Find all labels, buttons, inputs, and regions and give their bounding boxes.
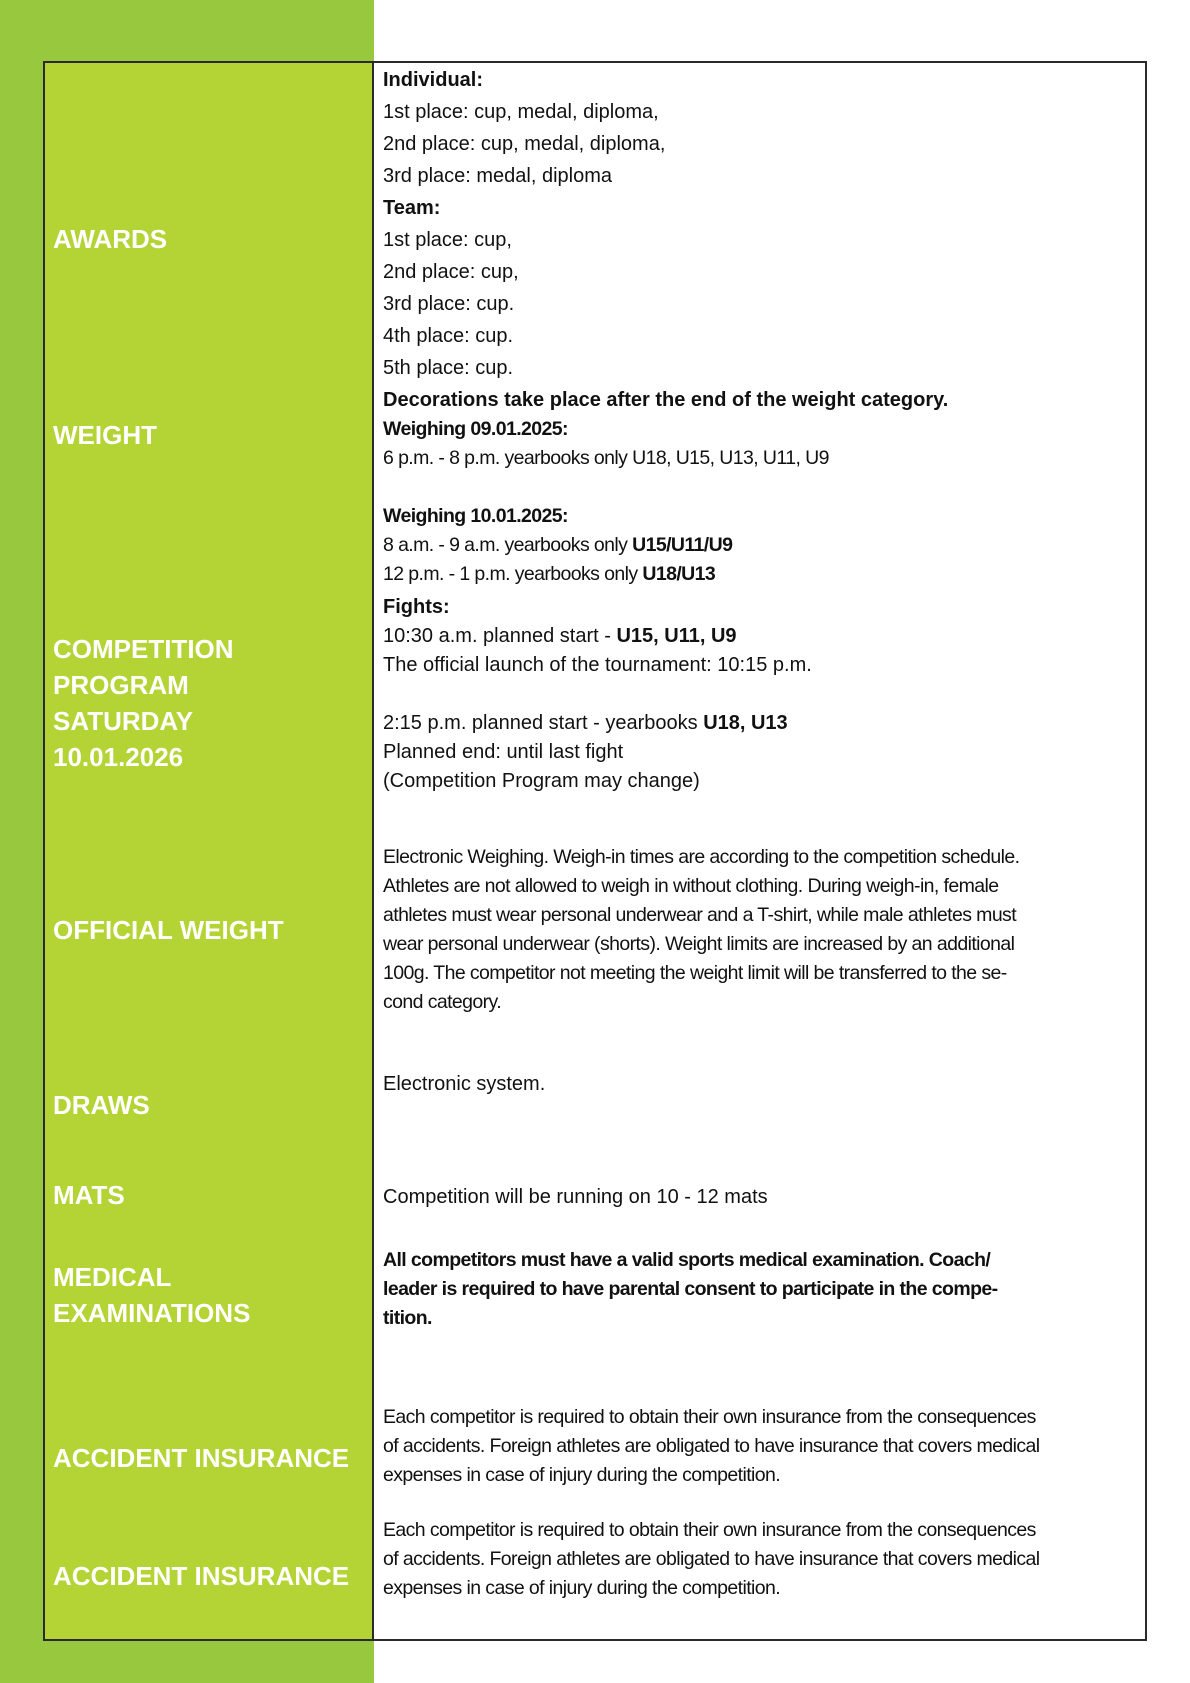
row-content bbox=[374, 812, 1145, 1048]
text-line: of accidents. Foreign athletes are obligated to have insurance that covers medical bbox=[383, 1435, 1040, 1457]
label-line: 10.01.2026 bbox=[53, 741, 184, 772]
text-line: 100g. The competitor not meeting the weight limit will be transferred to the se- bbox=[383, 962, 1007, 984]
row-label bbox=[45, 63, 374, 415]
fights-line: Planned end: until last fight bbox=[383, 741, 624, 763]
label-line: EXAMINATIONS bbox=[53, 1297, 251, 1328]
row-label bbox=[45, 415, 374, 593]
text-line: Each competitor is required to obtain their own insurance from the consequences bbox=[383, 1406, 1036, 1428]
row-label bbox=[45, 1372, 374, 1492]
label-official-weight: OFFICIAL WEIGHT bbox=[53, 915, 284, 945]
label-accident-insurance: ACCIDENT INSURANCE bbox=[53, 1443, 350, 1473]
text-line: cond category. bbox=[383, 991, 502, 1013]
age-groups: U15, U11, U9 bbox=[616, 625, 737, 647]
row-content bbox=[374, 593, 1145, 812]
info-table bbox=[43, 61, 1147, 1641]
row-content bbox=[374, 1372, 1145, 1492]
line-text: 10:30 a.m. planned start - bbox=[383, 625, 617, 647]
team-line: 1st place: cup, bbox=[383, 229, 512, 251]
row-accident-insurance bbox=[45, 1372, 1145, 1494]
label-line: SATURDAY bbox=[53, 705, 194, 736]
text-line: Athletes are not allowed to weigh in without clothing. During weigh-in, female bbox=[383, 875, 999, 897]
weighing-day1-line: 6 p.m. - 8 p.m. yearbooks only U18, U15, U13, U11, U9 bbox=[383, 447, 829, 469]
fights-line: (Competition Program may change) bbox=[383, 770, 700, 792]
row-label bbox=[45, 1135, 374, 1225]
text-line: Each competitor is required to obtain their own insurance from the consequences bbox=[383, 1519, 1036, 1541]
weighing-day1-heading: Weighing 09.01.2025: bbox=[383, 418, 568, 440]
fights-line bbox=[383, 622, 1133, 651]
individual-line: 1st place: cup, medal, diploma, bbox=[383, 101, 659, 123]
row-official-weight bbox=[45, 812, 1145, 1050]
text-line: leader is required to have parental consent to participate in the compe- bbox=[383, 1278, 998, 1300]
label-awards: AWARDS bbox=[53, 224, 168, 254]
row-awards bbox=[45, 63, 1145, 417]
individual-line: 2nd place: cup, medal, diploma, bbox=[383, 133, 666, 155]
row-content bbox=[374, 1048, 1145, 1135]
row-content bbox=[374, 63, 1145, 415]
row-content bbox=[374, 415, 1145, 593]
fights-line bbox=[383, 709, 1133, 738]
weighing-day2-heading: Weighing 10.01.2025: bbox=[383, 505, 568, 527]
label-mats: MATS bbox=[53, 1180, 125, 1210]
team-line: 2nd place: cup, bbox=[383, 261, 519, 283]
row-content bbox=[374, 1492, 1145, 1639]
line-text: 12 p.m. - 1 p.m. yearbooks only bbox=[383, 563, 643, 585]
team-line: 4th place: cup. bbox=[383, 325, 514, 347]
label-line: COMPETITION bbox=[53, 633, 234, 664]
label-accident-insurance: ACCIDENT INSURANCE bbox=[53, 1560, 350, 1591]
weighing-day2-line1 bbox=[383, 531, 1133, 560]
row-competition-program bbox=[45, 593, 1145, 814]
fights-line: The official launch of the tournament: 10:15 p.m. bbox=[383, 654, 812, 676]
draws-text: Electronic system. bbox=[383, 1073, 546, 1095]
mats-text: Competition will be running on 10 - 12 mats bbox=[383, 1186, 768, 1208]
team-heading: Team: bbox=[383, 197, 441, 219]
row-accident-insurance bbox=[45, 1492, 1145, 1639]
text-line: expenses in case of injury during the competition. bbox=[383, 1464, 781, 1486]
text-line: expenses in case of injury during the competition. bbox=[383, 1577, 781, 1599]
row-label bbox=[45, 593, 374, 812]
row-weight bbox=[45, 415, 1145, 595]
row-medical-examinations bbox=[45, 1225, 1145, 1374]
age-groups: U18, U13 bbox=[703, 712, 788, 734]
text-line: athletes must wear personal underwear and a T-shirt, while male athletes must bbox=[383, 904, 1017, 926]
team-line: 3rd place: cup. bbox=[383, 293, 515, 315]
age-groups: U18/U13 bbox=[642, 563, 716, 585]
row-label bbox=[45, 1048, 374, 1135]
text-line: tition. bbox=[383, 1307, 432, 1329]
label-line: PROGRAM bbox=[53, 669, 189, 700]
text-line: wear personal underwear (shorts). Weight limits are increased by an additional bbox=[383, 933, 1015, 955]
label-weight: WEIGHT bbox=[53, 420, 157, 450]
age-groups: U15/U11/U9 bbox=[632, 534, 733, 556]
text-line: Electronic Weighing. Weigh-in times are according to the competition schedule. bbox=[383, 846, 1020, 868]
row-draws bbox=[45, 1048, 1145, 1137]
row-content bbox=[374, 1225, 1145, 1372]
row-label bbox=[45, 1492, 374, 1639]
label-draws: DRAWS bbox=[53, 1090, 150, 1120]
team-line: 5th place: cup. bbox=[383, 357, 514, 379]
fights-heading: Fights: bbox=[383, 596, 450, 618]
weighing-day2-line2 bbox=[383, 560, 1133, 589]
awards-note: Decorations take place after the end of the weight category. bbox=[383, 389, 949, 411]
row-content bbox=[374, 1135, 1145, 1225]
individual-line: 3rd place: medal, diploma bbox=[383, 165, 613, 187]
line-text: 8 a.m. - 9 a.m. yearbooks only bbox=[383, 534, 633, 556]
row-label bbox=[45, 1225, 374, 1372]
line-text: 2:15 p.m. planned start - yearbooks bbox=[383, 712, 704, 734]
text-line: of accidents. Foreign athletes are obligated to have insurance that covers medical bbox=[383, 1548, 1040, 1570]
label-line: MEDICAL bbox=[53, 1261, 172, 1292]
individual-heading: Individual: bbox=[383, 69, 483, 91]
row-label bbox=[45, 812, 374, 1048]
row-mats bbox=[45, 1135, 1145, 1227]
text-line: All competitors must have a valid sports medical examination. Coach/ bbox=[383, 1249, 991, 1271]
